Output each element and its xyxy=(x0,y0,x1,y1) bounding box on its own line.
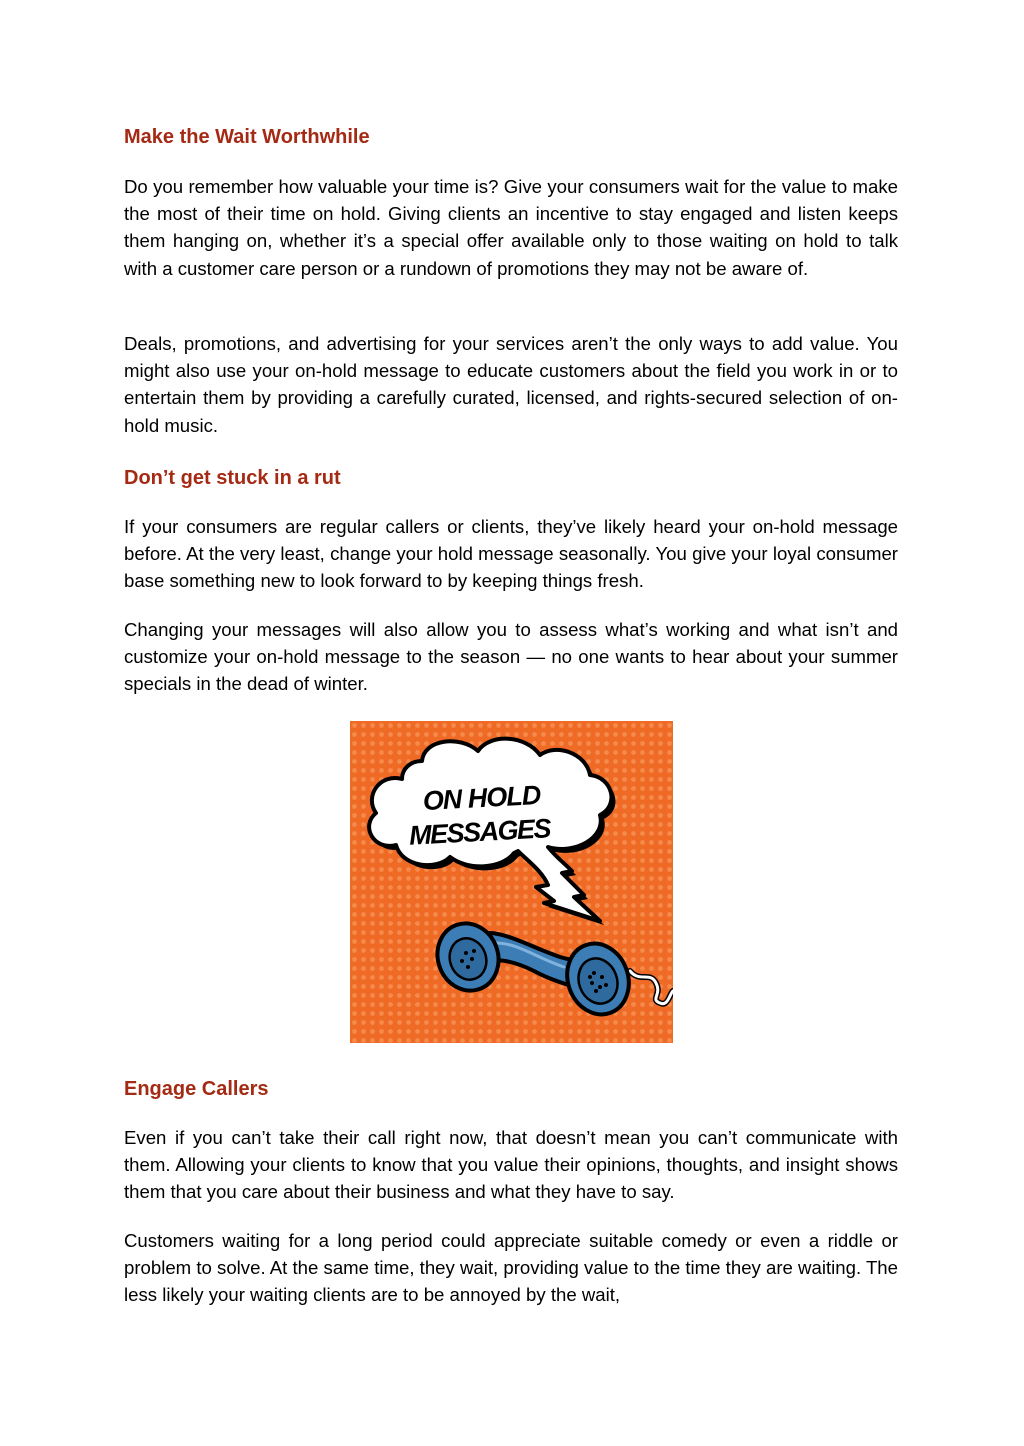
section-heading-engage-callers: Engage Callers xyxy=(124,1078,269,1100)
section-heading-dont-get-stuck: Don’t get stuck in a rut xyxy=(124,467,341,489)
bubble-text-line-1: ON HOLD xyxy=(422,779,541,817)
paragraph: Changing your messages will also allow you to assess what’s working and what isn’t and customize your on-hold message to the season — no one wants to hear about your summer specials in the dead of winter. xyxy=(124,619,898,695)
section-heading-make-the-wait-worthwhile: Make the Wait Worthwhile xyxy=(124,126,370,148)
paragraph: If your consumers are regular callers or clients, they’ve likely heard your on-hold message before. At the very least, change your hold message seasonally. You give your loyal consumer base something new to look forward to by keeping things fresh. xyxy=(124,516,898,592)
bubble-text-line-2: MESSAGES xyxy=(408,813,551,851)
paragraph: Deals, promotions, and advertising for your services aren’t the only ways to add value. You might also use your on-hold message to educate customers about the field you work in or to entertain them by providing a carefully curated, licensed, and rights-secured selection of on-hold music. xyxy=(124,333,898,436)
paragraph: Even if you can’t take their call right now, that doesn’t mean you can’t communicate with them. Allowing your clients to know that you value their opinions, thoughts, and insight shows them that you care about their business and what they have to say. xyxy=(124,1127,898,1203)
paragraph: Customers waiting for a long period could appreciate suitable comedy or even a riddle or problem to solve. At the same time, they wait, providing value to the time they are waiting. The less likely your waiting clients are to be annoyed by the wait, xyxy=(124,1230,898,1306)
paragraph: Do you remember how valuable your time is? Give your consumers wait for the value to make the most of their time on hold. Giving clients an incentive to stay engaged and listen keeps them hanging on, whether it’s a special offer available only to those waiting on hold to talk with a customer care person or a rundown of promotions they may not be aware of. xyxy=(124,176,898,279)
on-hold-messages-illustration xyxy=(350,721,673,1043)
